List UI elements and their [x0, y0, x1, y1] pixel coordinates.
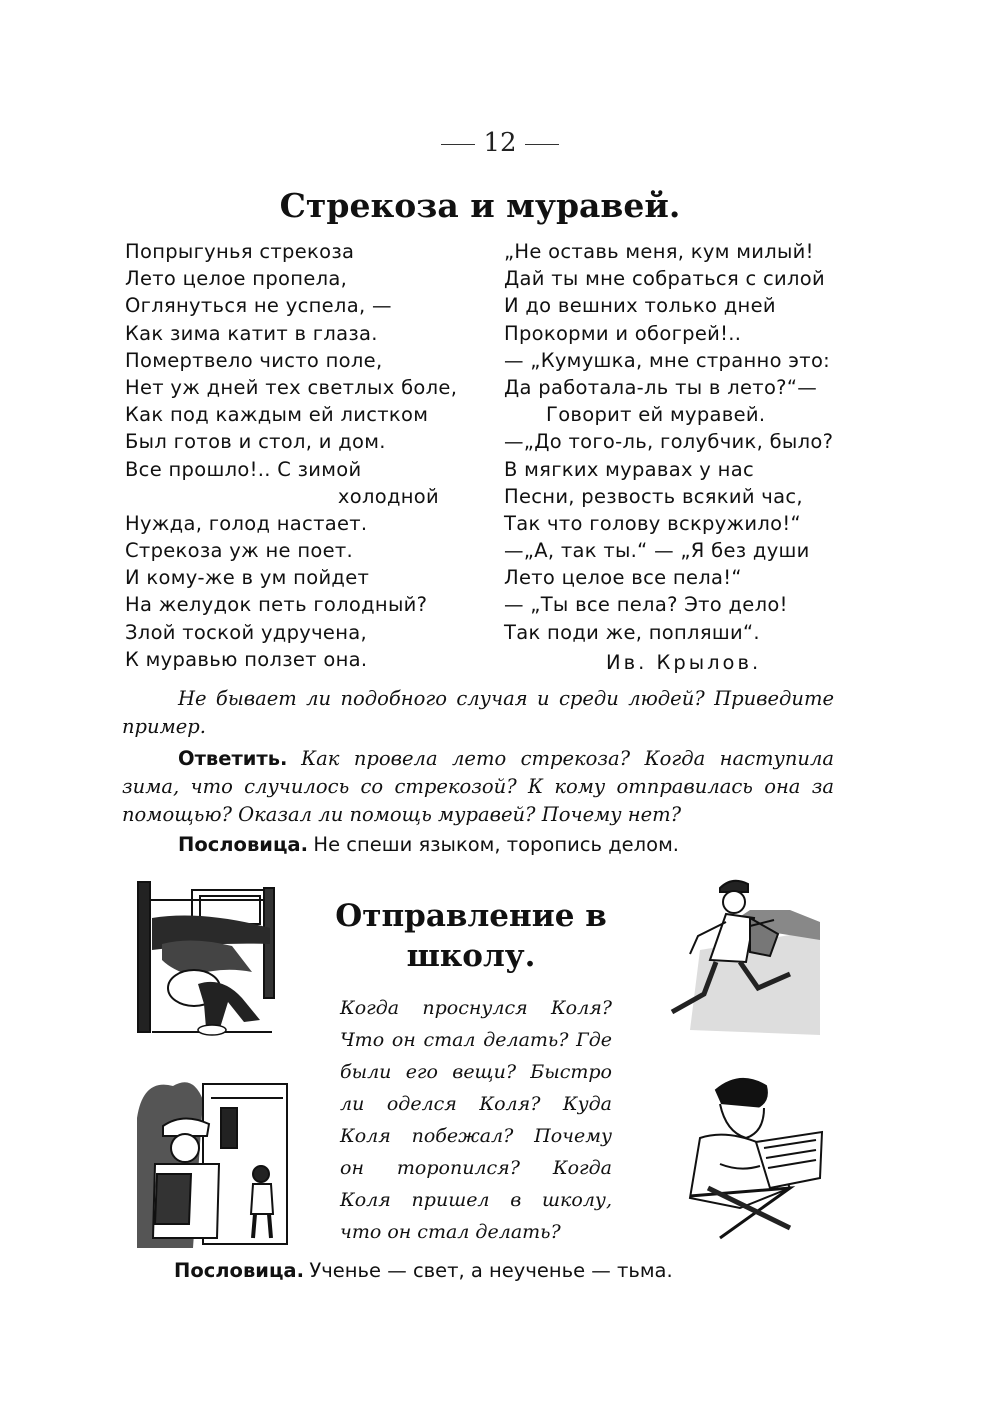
poem-line: холодной [337, 484, 439, 508]
fable-title: Стрекоза и муравей. [279, 186, 681, 225]
poem-line: Лето целое все пела!“ [504, 566, 742, 590]
running-boy-illustration [650, 870, 820, 1040]
discussion-question [122, 685, 834, 741]
poem-line: — „Кумушка, мне странно это: [504, 348, 831, 372]
poem-line: Так что голову вскружило!“ [504, 511, 801, 535]
poem-line: В мягких муравах у нас [504, 457, 754, 481]
page-number [0, 128, 1000, 158]
answer-questions: Как провела лето стрекоза? Когда наступила зима, что случилось со стрекозой? К кому отправилась она за помощью? Оказал ли помощь муравей? Почему нет? [122, 747, 834, 826]
poem-line: Все прошло!.. С зимой [125, 457, 362, 481]
boy-leaving-house-illustration [133, 1078, 293, 1248]
poem-line: „Не оставь меня, кум милый! [504, 240, 814, 263]
poem-line: Попрыгунья стрекоза [125, 240, 355, 263]
dash-left [441, 144, 475, 145]
poem-line: И до вешних только дней [504, 294, 776, 318]
poem-line: Оглянуться не успела, — [125, 294, 392, 318]
poem-line: Как под каждым ей листком [125, 403, 429, 427]
poem-line: —„А, так ты.“ — „Я без души [504, 539, 810, 563]
poem-line: Нужда, голод настает. [125, 511, 368, 535]
proverb-text: Ученье — свет, а неученье — тьма. [309, 1259, 673, 1282]
poem-line: Лето целое пропела, [125, 267, 348, 291]
poem-line: Дай ты мне собраться с силой [504, 267, 825, 291]
boy-under-bed-illustration [132, 880, 282, 1048]
poem-line: И кому-же в ум пойдет [125, 566, 370, 590]
poem-line: Помертвело чисто поле, [125, 348, 383, 372]
dash-right [525, 144, 559, 145]
poem-line: Так поди же, попляши“. [504, 620, 760, 644]
poem-line: Нет уж дней тех светлых боле, [125, 375, 458, 399]
story-questions: Когда проснулся Коля? Что он стал делать? Где были его вещи? Быстро ли оделся Коля? Куда Коля побежал? Почему он торопился? Когда Коля пришел в школу, что он стал делать? [340, 997, 612, 1243]
poem-line: Стрекоза уж не поет. [125, 539, 354, 563]
poem-line: —„До того-ль, голубчик, было? [504, 430, 834, 454]
poem-left-column [125, 238, 458, 673]
poem-line: На желудок петь голодный? [125, 593, 428, 617]
proverb-text: Не спеши языком, торопись делом. [313, 833, 679, 856]
proverb-label: Пословица. [174, 1259, 304, 1282]
answer-section [122, 745, 834, 829]
poem-author: Ив. Крылов. [606, 651, 762, 674]
poem-line: Злой тоской удручена, [125, 620, 368, 644]
poem-line: Да работала-ль ты в лето?“— [504, 375, 818, 399]
story-title: Отправление в школу. [335, 898, 607, 974]
proverb-1 [178, 831, 838, 859]
answer-label: Ответить. [178, 747, 288, 770]
proverb-label: Пословица. [178, 833, 308, 856]
poem-line: Как зима катит в глаза. [125, 321, 378, 345]
question-text: Не бывает ли подобного случая и среди людей? Приведите пример. [122, 687, 834, 738]
poem-line: Говорит ей муравей. [546, 403, 766, 427]
poem-line: К муравью ползет она. [125, 647, 368, 671]
poem-line: Песни, резвость всякий час, [504, 484, 803, 508]
poem-line: Был готов и стол, и дом. [125, 430, 386, 454]
page-number-text: 12 [483, 128, 517, 158]
boy-writing-illustration [660, 1068, 828, 1240]
poem-right-column [504, 238, 839, 646]
proverb-2 [174, 1257, 834, 1285]
poem-line: — „Ты все пела? Это дело! [504, 593, 788, 617]
poem-line: Прокорми и обогрей!.. [504, 321, 742, 345]
